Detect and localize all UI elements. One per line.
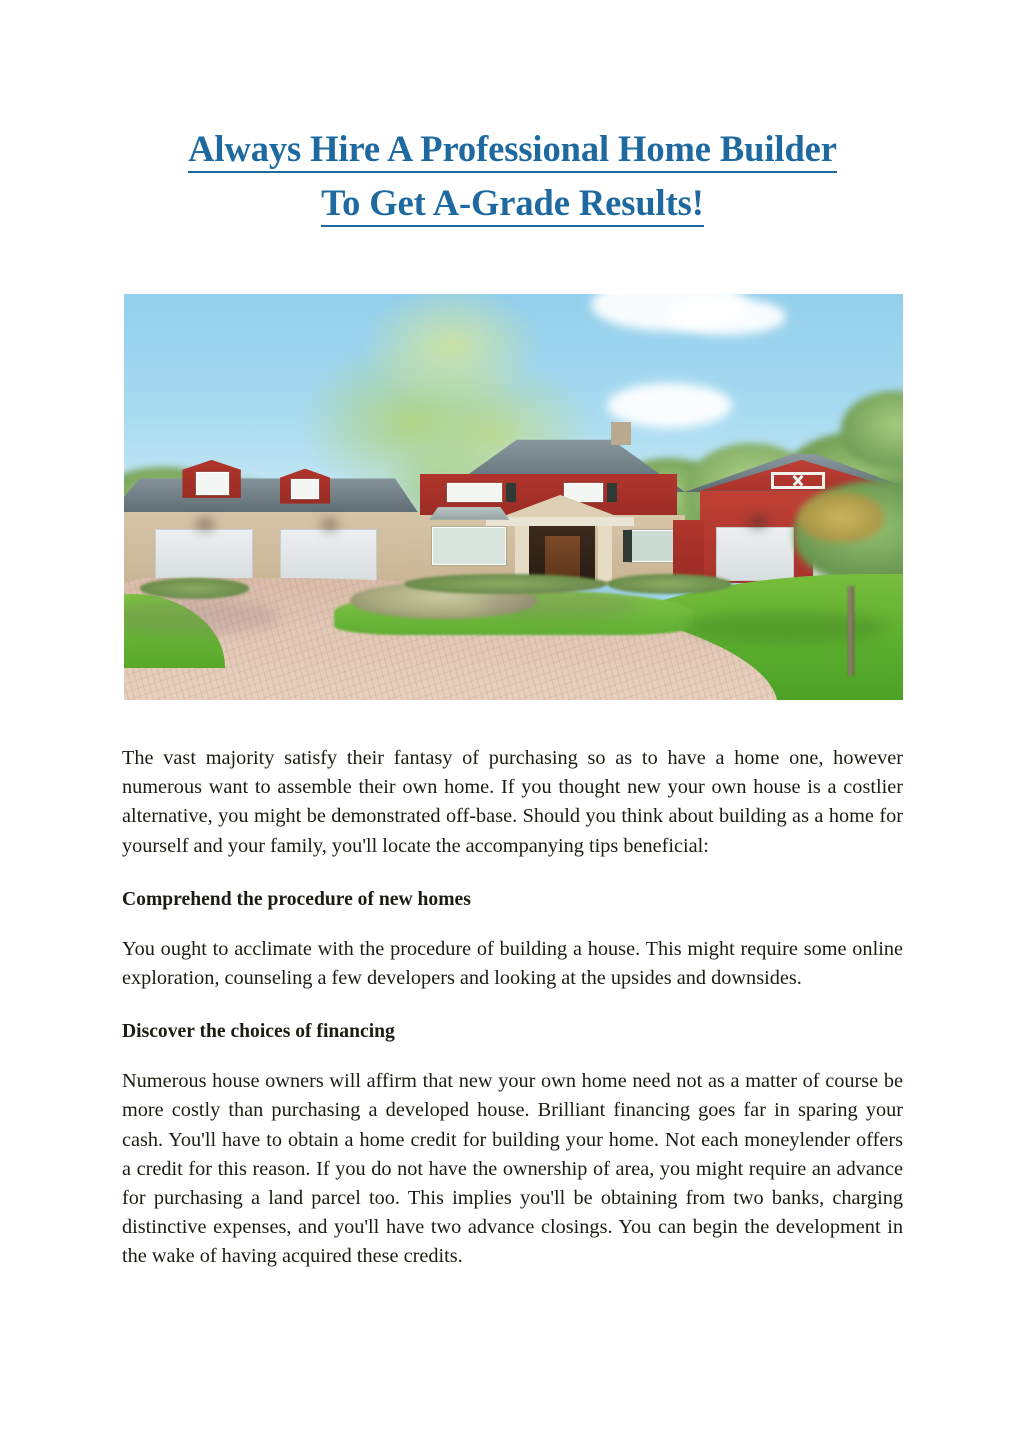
hero-image [124, 294, 903, 700]
cloud [124, 294, 249, 326]
lamp [750, 518, 766, 525]
title-line-1 [122, 122, 903, 176]
cloud [124, 343, 171, 355]
dormer-window [196, 472, 229, 495]
hero-image-scene [124, 294, 903, 700]
upper-window [447, 483, 502, 502]
garage-door [155, 529, 252, 582]
lawn-shadow [685, 611, 888, 643]
paragraph-3: Numerous house owners will affirm that new your own home need not as a matter of course be more costly than purchasing a developed house. Brilliant financing goes far in sparing your cash. You'll have to obtain a home credit for building your home. Not each moneylender offers a credit for this reason. If you do not have the ownership of area, you might require an advance for purchasing a land parcel too. This implies you'll be obtaining from two banks, charging distinctive expenses, and you'll have two advance closings. You can begin the development in the wake of having acquired these credits. [122, 1070, 903, 1268]
dormer-window [291, 479, 319, 499]
sapling-trunk [848, 586, 853, 675]
title-line-1-text: Always Hire A Professional Home Builder [188, 128, 837, 173]
tree-branch [798, 492, 884, 542]
barn-x-panel [771, 472, 826, 490]
shutter [623, 530, 632, 562]
section-heading-1: Comprehend the procedure of new homes [122, 888, 471, 910]
garage-door [716, 527, 794, 581]
porch-column [515, 526, 529, 582]
paragraph-2: You ought to acclimate with the procedure of building a house. This might require some online exploration, counseling a few developers and looking at the upsides and downsides. [122, 937, 903, 990]
article-body [122, 744, 903, 1272]
chimney [611, 422, 631, 445]
page-title [122, 122, 903, 230]
barn-side-wall [673, 520, 704, 583]
bay-window [432, 527, 506, 565]
shutter [506, 483, 516, 502]
title-line-2 [122, 176, 903, 230]
left-wing-roof [124, 472, 420, 516]
shrub-row [140, 578, 249, 598]
driveway-shadow [482, 590, 638, 618]
cloud [124, 326, 194, 342]
cloud [669, 298, 786, 335]
title-line-2-text: To Get A-Grade Results! [321, 182, 704, 227]
porch-roof [486, 517, 634, 526]
shutter [607, 483, 617, 502]
paragraph-1: The vast majority satisfy their fantasy of purchasing so as to have a home one, however numerous want to assemble their own home. If you thought new your own house is a costlier alternative, you might be demonstrated off-base. Should you think about building as a home for yourself and your family, you'll locate the accompanying tips beneficial: [122, 747, 903, 857]
section-heading-2: Discover the choices of financing [122, 1021, 395, 1043]
porch-column [598, 526, 612, 582]
garage-door [280, 529, 377, 582]
